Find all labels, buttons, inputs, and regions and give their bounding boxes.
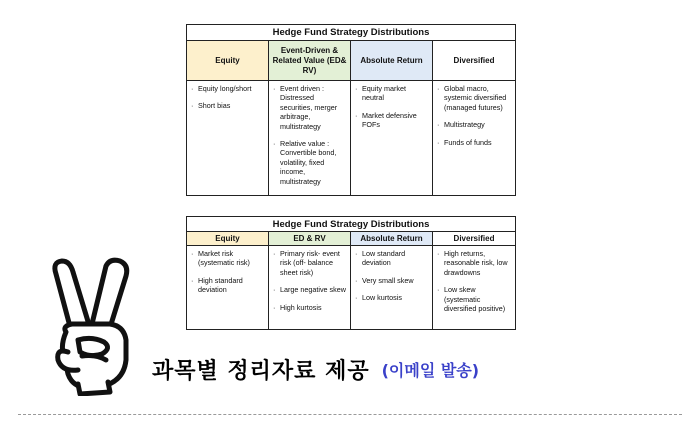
list-item: · Primary risk- event risk (off- balance sheet risk) xyxy=(273,249,340,277)
table-1-header-row xyxy=(187,41,515,81)
bullet: · xyxy=(437,120,440,130)
list-item: · Large negative skew xyxy=(273,285,346,295)
banner-main-text: 과목별 정리자료 제공 xyxy=(152,358,370,384)
table-1-cell-absolute-return xyxy=(351,81,433,195)
bullet: · xyxy=(437,249,440,258)
bullet: · xyxy=(437,285,440,295)
list-item: · High kurtosis xyxy=(273,302,322,312)
list-item: · High standard deviation xyxy=(191,275,243,295)
bullet: · xyxy=(273,139,276,149)
list-item: · Low kurtosis xyxy=(355,293,402,303)
bullet: · xyxy=(437,137,440,147)
list-item: · Low standard deviation xyxy=(355,249,406,268)
bullet: · xyxy=(273,84,276,93)
list-item: · Low skew (systematic diversified positive) xyxy=(437,285,506,314)
strategy-table-1 xyxy=(186,24,516,196)
bullet: · xyxy=(191,249,194,258)
list-item: · Very small skew xyxy=(355,275,414,285)
table-2-header-ed-rv: ED & RV xyxy=(269,232,351,245)
dashed-divider xyxy=(18,414,682,415)
list-item: · Event driven : Distressed securities, merger arbitrage, multistrategy xyxy=(273,84,338,131)
list-item: · Short bias xyxy=(191,101,231,111)
table-1-title: Hedge Fund Strategy Distributions xyxy=(187,25,515,41)
table-1-header-absolute-return: Absolute Return xyxy=(351,41,433,80)
promo-banner xyxy=(152,352,479,386)
bullet: · xyxy=(273,285,276,295)
list-item: · Market defensive FOFs xyxy=(355,110,417,130)
strategy-table-2 xyxy=(186,216,516,330)
list-item: · Equity long/short xyxy=(191,84,252,93)
list-item: · Global macro, systemic diversified (managed futures) xyxy=(437,84,507,112)
bullet: · xyxy=(273,302,276,312)
list-item: · Relative value : Convertible bond, volatility, fixed income, multistrategy xyxy=(273,139,337,186)
bullet: · xyxy=(273,249,276,258)
bullet: · xyxy=(355,293,358,303)
table-2-body-row xyxy=(187,246,515,329)
table-1-header-diversified: Diversified xyxy=(433,41,515,80)
table-2-cell-ed-rv xyxy=(269,246,351,329)
table-1-header-event-driven: Event-Driven & Related Value (ED& RV) xyxy=(269,41,351,80)
list-item: · High returns, reasonable risk, low drawdowns xyxy=(437,249,508,277)
table-2-cell-diversified xyxy=(433,246,515,329)
bullet: · xyxy=(355,110,358,120)
list-item: · Market risk (systematic risk) xyxy=(191,249,250,268)
bullet: · xyxy=(437,84,440,93)
table-2-cell-equity xyxy=(187,246,269,329)
list-item: · Equity market neutral xyxy=(355,84,406,103)
table-1-header-equity: Equity xyxy=(187,41,269,80)
bullet: · xyxy=(191,275,194,285)
table-2-header-diversified: Diversified xyxy=(433,232,515,245)
bullet: · xyxy=(355,249,358,258)
list-item: · Funds of funds xyxy=(437,137,492,147)
table-2-header-absolute-return: Absolute Return xyxy=(351,232,433,245)
banner-sub-text: (이메일 발송) xyxy=(381,360,480,380)
bullet: · xyxy=(355,84,358,93)
table-1-cell-event-driven xyxy=(269,81,351,195)
bullet: · xyxy=(355,275,358,285)
table-1-cell-diversified xyxy=(433,81,515,195)
table-2-cell-absolute-return xyxy=(351,246,433,329)
bullet: · xyxy=(191,84,194,93)
table-2-header-equity: Equity xyxy=(187,232,269,245)
list-item: · Multistrategy xyxy=(437,120,485,130)
bullet: · xyxy=(191,101,194,111)
table-2-header-row xyxy=(187,232,515,246)
table-2-title: Hedge Fund Strategy Distributions xyxy=(187,217,515,232)
table-1-body-row xyxy=(187,81,515,195)
victory-hand-icon xyxy=(42,256,142,396)
table-1-cell-equity xyxy=(187,81,269,195)
